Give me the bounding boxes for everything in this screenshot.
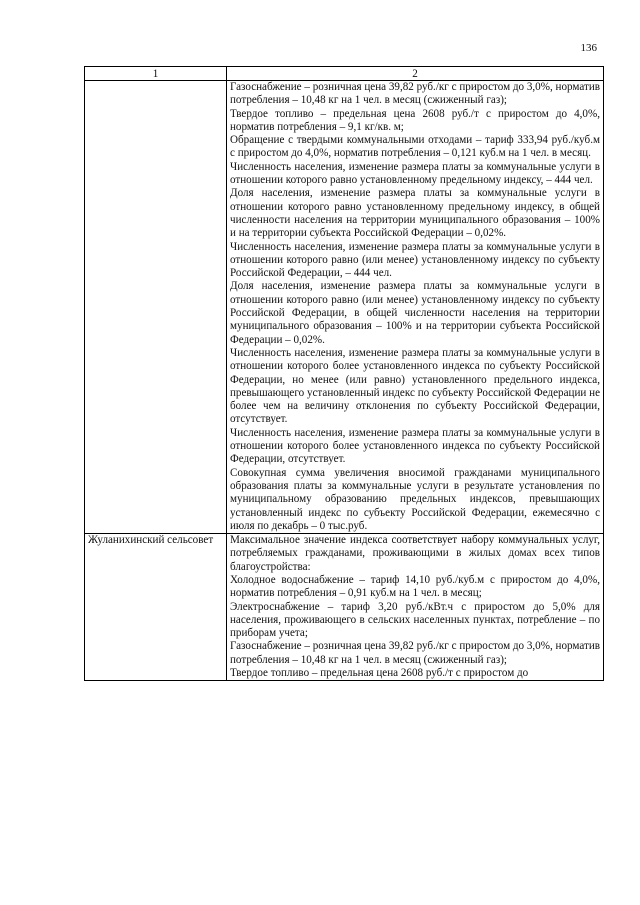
paragraph: Электроснабжение – тариф 3,20 руб./кВт.ч с приростом до 5,0% для населения, проживающего в сельских населенных пунктах, потребление – по приборам учета; [230,600,600,640]
column-header-1: 1 [85,67,227,81]
table-row [85,81,604,534]
paragraph: Численность населения, изменение размера платы за коммунальные услуги в отношении которого более установленного индекса по субъекту Российской Федерации, но менее (или равно) установленного предельного индекса, превышающего установленный индекс по субъекту Российской Федерации не более чем на величину отклонения по субъекту Российской Федерации, отсутствует. [230,346,600,426]
paragraph: Газоснабжение – розничная цена 39,82 руб./кг с приростом до 3,0%, норматив потребления – 10,48 кг на 1 чел. в месяц (сжиженный газ); [230,81,600,107]
indicators-cell [227,81,604,534]
region-name-cell [85,81,227,534]
paragraph: Максимальное значение индекса соответствует набору коммунальных услуг, потребляемых гражданами, проживающими в жилых домах всех типов благоустройства: [230,534,600,573]
document-table [84,66,604,681]
paragraph: Газоснабжение – розничная цена 39,82 руб./кг с приростом до 3,0%, норматив потребления – 10,48 кг на 1 чел. в месяц (сжиженный газ); [230,640,600,666]
paragraph: Доля населения, изменение размера платы за коммунальные услуги в отношении которого равно установленному предельному индексу, в общей численности населения на территории муниципального образования – 100% и на территории субъекта Российской Федерации – 0,02%. [230,187,600,240]
paragraph: Твердое топливо – предельная цена 2608 руб./т с приростом до 4,0%, норматив потребления – 9,1 кг/кв. м; [230,107,600,133]
paragraph: Доля населения, изменение размера платы за коммунальные услуги в отношении которого равно (или менее) установленному индексу по субъекту Российской Федерации, в общей численности населения на территории муниципального образования – 100% и на территории субъекта Российской Федерации – 0,02%. [230,280,600,346]
region-name-cell: Жуланихинский сельсовет [85,534,227,681]
paragraph: Совокупная сумма увеличения вносимой гражданами муниципального образования платы за коммунальные услуги в результате установления по муниципальному образованию предельных индексов, превышающих установленный индекс по субъекту Российской Федерации, ежемесячно с июля по декабрь – 0 тыс.руб. [230,466,600,532]
indicators-cell [227,534,604,681]
paragraph: Численность населения, изменение размера платы за коммунальные услуги в отношении которого равно установленному предельному индексу, – 444 чел. [230,160,600,187]
paragraph: Холодное водоснабжение – тариф 14,10 руб./куб.м с приростом до 4,0%, норматив потребления – 0,91 куб.м на 1 чел. в месяц; [230,573,600,600]
column-header-2: 2 [227,67,604,81]
paragraph: Численность населения, изменение размера платы за коммунальные услуги в отношении которого равно (или менее) установленному индексу по субъекту Российской Федерации, – 444 чел. [230,240,600,280]
paragraph: Твердое топливо – предельная цена 2608 руб./т с приростом до [230,667,529,680]
page-number: 136 [580,42,597,54]
paragraph: Обращение с твердыми коммунальными отходами – тариф 333,94 руб./куб.м с приростом до 4,0%, норматив потребления – 0,121 куб.м на 1 чел. в месяц. [230,134,600,160]
table-row [85,534,604,681]
paragraph: Численность населения, изменение размера платы за коммунальные услуги в отношении которого более установленного индекса по субъекту Российской Федерации, отсутствует. [230,426,600,466]
table-header-row [85,67,604,81]
